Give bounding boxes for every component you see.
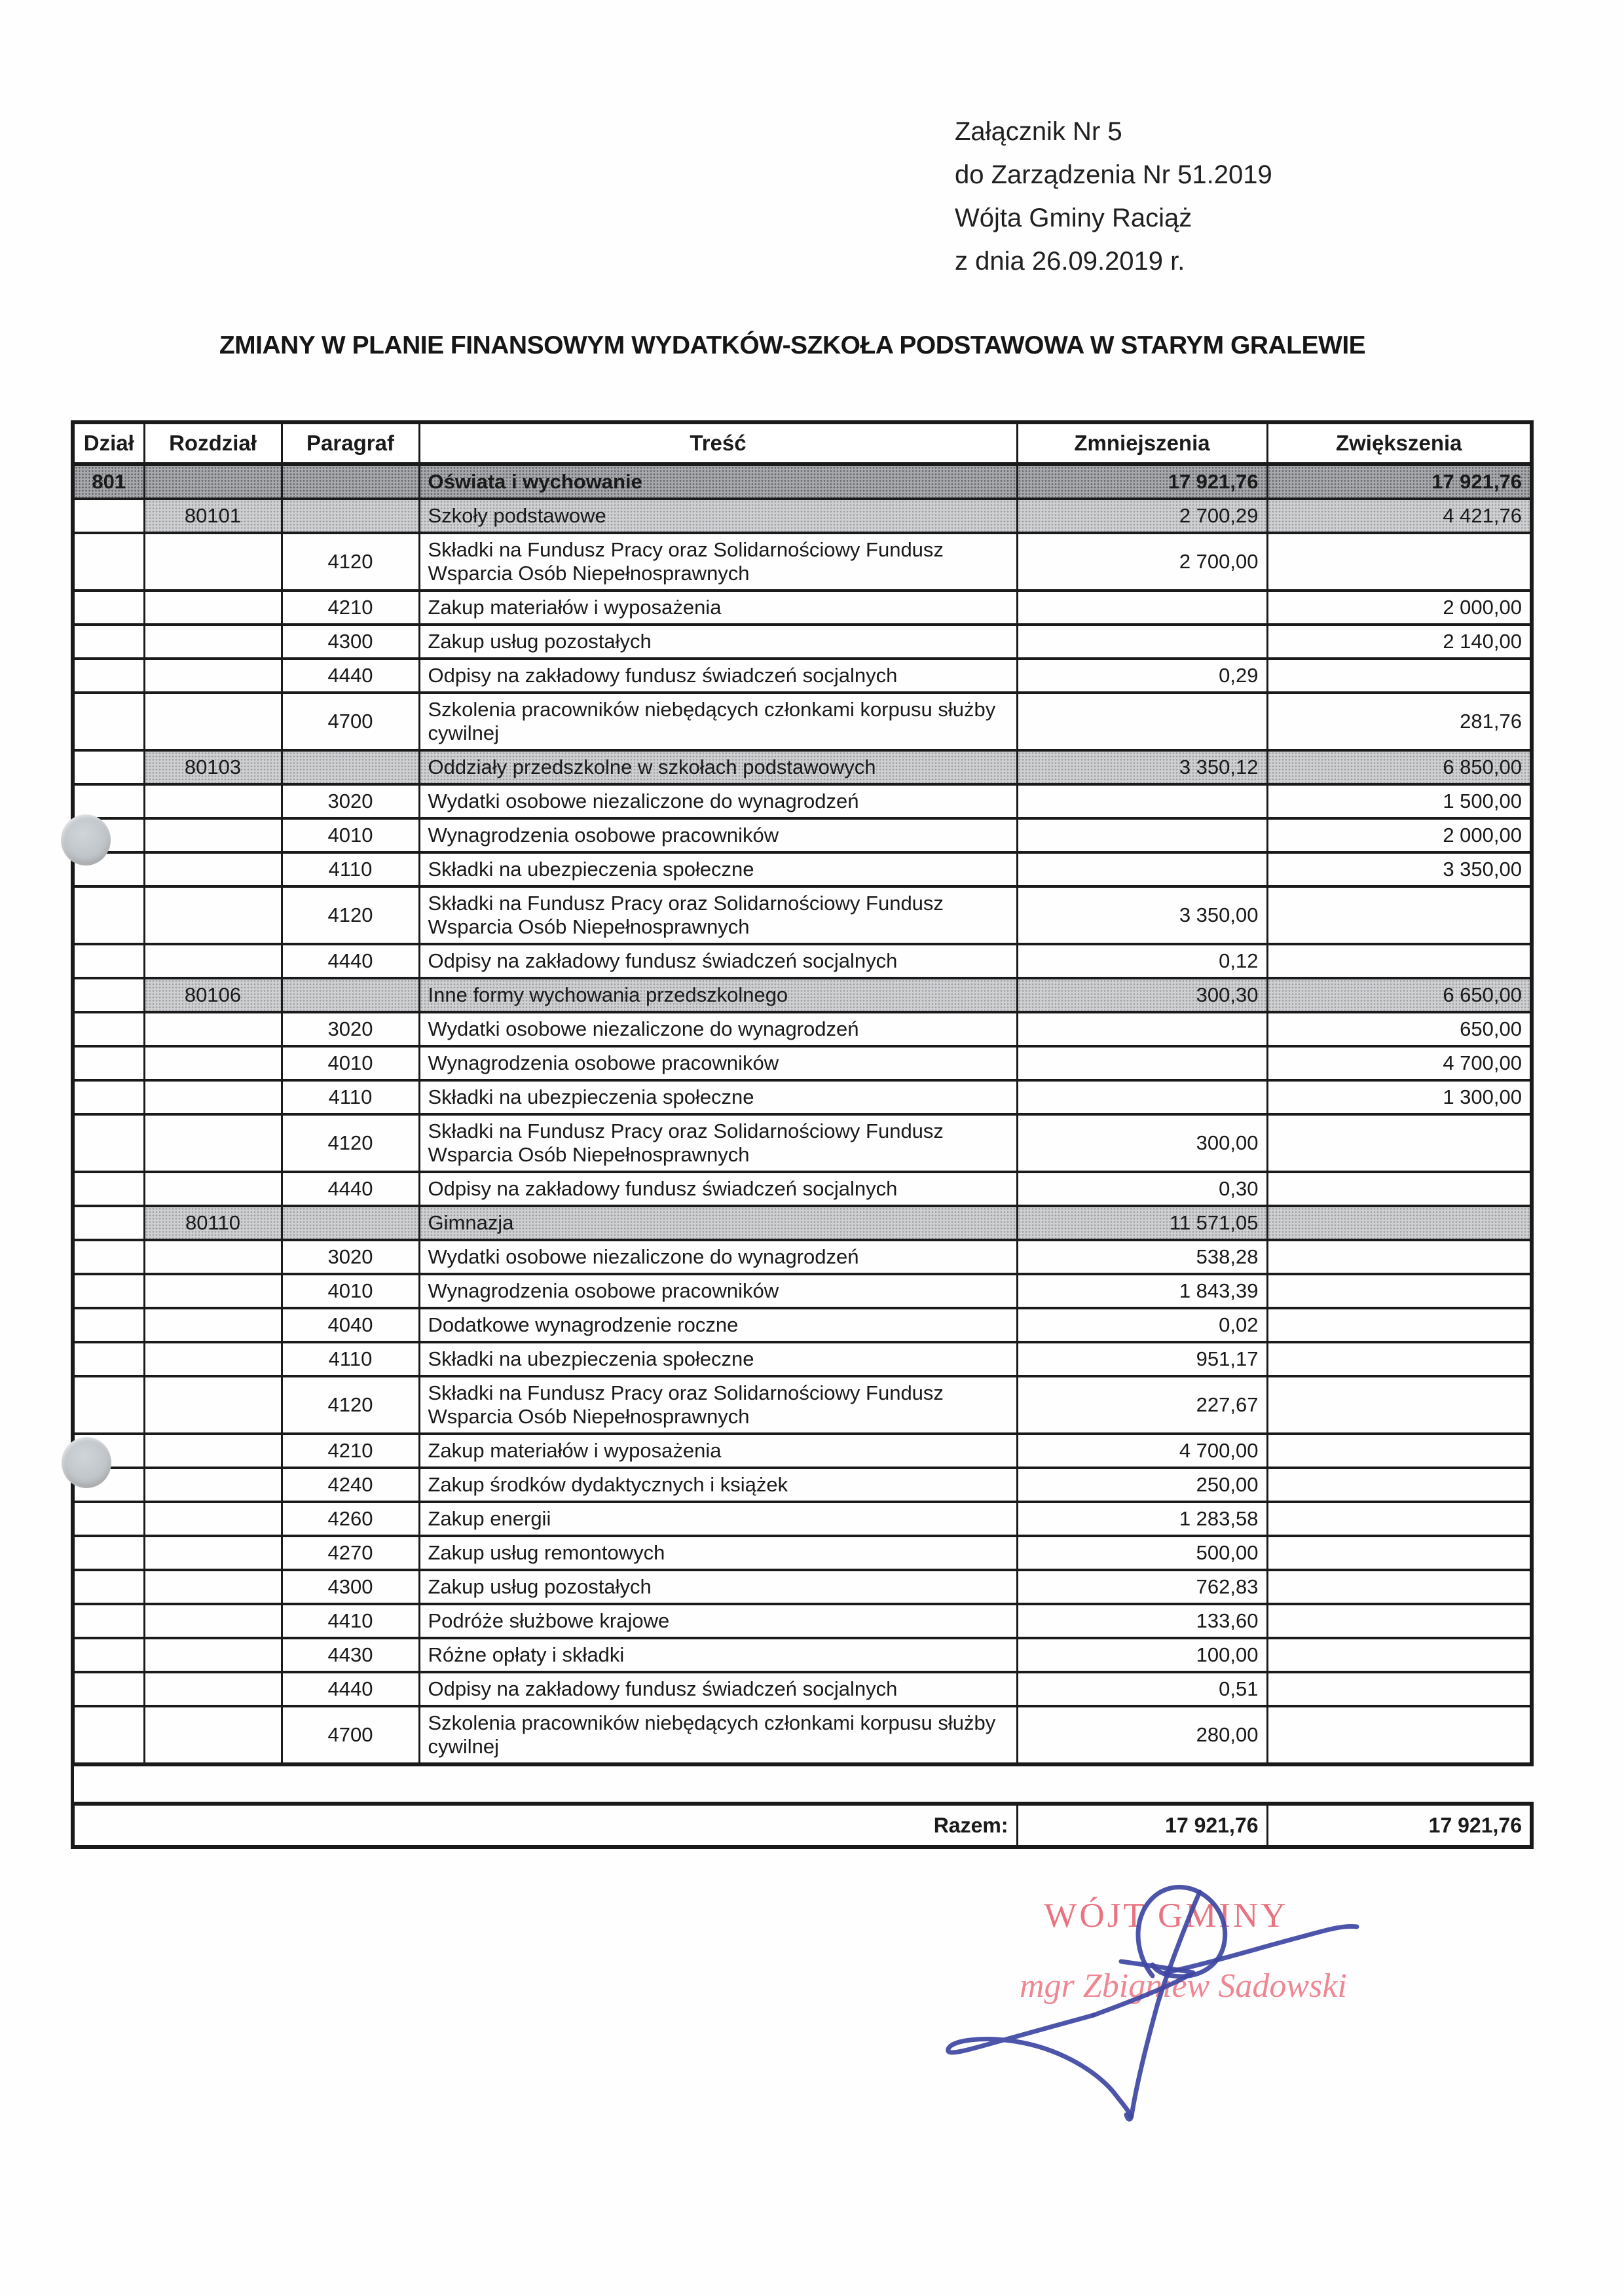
dzial-cell [73, 944, 144, 978]
table-row [73, 1536, 1532, 1570]
zwi-cell: 2 000,00 [1267, 591, 1532, 625]
table-row [73, 1274, 1532, 1308]
rozdzial-cell [144, 1638, 282, 1672]
tresc-cell: Składki na Fundusz Pracy oraz Solidarnościowy Fundusz Wsparcia Osób Niepełnosprawnych [419, 886, 1017, 944]
dzial-cell [73, 1604, 144, 1638]
zwi-cell [1267, 1672, 1532, 1706]
table-row [73, 1434, 1532, 1468]
zwi-cell [1267, 1502, 1532, 1536]
zmn-cell [1017, 1046, 1267, 1080]
zmn-cell: 227,67 [1017, 1376, 1267, 1434]
tresc-cell: Zakup materiałów i wyposażenia [419, 1434, 1017, 1468]
zmn-cell: 280,00 [1017, 1706, 1267, 1764]
paragraf-cell: 4260 [282, 1502, 419, 1536]
zwi-cell [1267, 1638, 1532, 1672]
paragraf-cell: 4440 [282, 1172, 419, 1206]
paragraf-cell: 4240 [282, 1468, 419, 1502]
zmn-cell [1017, 1012, 1267, 1046]
paragraf-cell: 4110 [282, 852, 419, 886]
zwi-cell: 17 921,76 [1267, 464, 1532, 499]
dzial-cell [73, 1672, 144, 1706]
paragraf-cell: 4120 [282, 1376, 419, 1434]
tresc-cell: Dodatkowe wynagrodzenie roczne [419, 1308, 1017, 1342]
zmn-cell: 538,28 [1017, 1240, 1267, 1274]
zmn-cell: 300,30 [1017, 978, 1267, 1012]
tresc-cell: Wynagrodzenia osobowe pracowników [419, 1274, 1017, 1308]
tresc-cell: Podróże służbowe krajowe [419, 1604, 1017, 1638]
rozdzial-cell [144, 1308, 282, 1342]
rozdzial-cell [144, 1274, 282, 1308]
paragraf-cell: 3020 [282, 1240, 419, 1274]
zmn-cell [1017, 784, 1267, 818]
tresc-cell: Składki na Fundusz Pracy oraz Solidarnościowy Fundusz Wsparcia Osób Niepełnosprawnych [419, 1114, 1017, 1172]
table-row [73, 944, 1532, 978]
tresc-cell: Składki na ubezpieczenia społeczne [419, 852, 1017, 886]
dzial-cell [73, 1046, 144, 1080]
zmn-cell: 133,60 [1017, 1604, 1267, 1638]
rozdzial-cell [144, 1114, 282, 1172]
hole-punch [62, 1437, 111, 1488]
zwi-cell [1267, 1706, 1532, 1764]
dzial-cell [73, 1638, 144, 1672]
zmn-cell: 100,00 [1017, 1638, 1267, 1672]
table-row [73, 1502, 1532, 1536]
zmn-cell: 300,00 [1017, 1114, 1267, 1172]
stamp-title: WÓJT GMINY [1044, 1897, 1289, 1935]
table-row [73, 1046, 1532, 1080]
zmn-cell: 0,12 [1017, 944, 1267, 978]
dzial-cell [73, 1308, 144, 1342]
rozdzial-cell [144, 1376, 282, 1434]
dzial-cell [73, 625, 144, 659]
dzial-cell [73, 1172, 144, 1206]
budget-table-zone [71, 420, 1530, 1849]
zwi-cell: 650,00 [1267, 1012, 1532, 1046]
table-row [73, 1114, 1532, 1172]
tresc-cell: Zakup środków dydaktycznych i książek [419, 1468, 1017, 1502]
totals-zwiekszenia: 17 921,76 [1267, 1804, 1532, 1847]
rozdzial-cell [144, 1468, 282, 1502]
zmn-cell: 0,29 [1017, 659, 1267, 693]
signature-stroke-tail [948, 2015, 1131, 2117]
zwi-cell: 1 500,00 [1267, 784, 1532, 818]
zmn-cell: 4 700,00 [1017, 1434, 1267, 1468]
tresc-cell: Zakup materiałów i wyposażenia [419, 591, 1017, 625]
paragraf-cell: 4210 [282, 591, 419, 625]
tresc-cell: Wynagrodzenia osobowe pracowników [419, 818, 1017, 852]
tresc-cell: Odpisy na zakładowy fundusz świadczeń socjalnych [419, 1172, 1017, 1206]
dzial-cell [73, 1114, 144, 1172]
column-header-paragraf: Paragraf [282, 422, 419, 464]
table-row [73, 818, 1532, 852]
zmn-cell [1017, 625, 1267, 659]
column-header-tresc: Treść [419, 422, 1017, 464]
paragraf-cell: 3020 [282, 1012, 419, 1046]
table-row [73, 1604, 1532, 1638]
rozdzial-cell [144, 1172, 282, 1206]
table-row [73, 1308, 1532, 1342]
zwi-cell [1267, 1172, 1532, 1206]
paragraf-cell: 4410 [282, 1604, 419, 1638]
rozdzial-cell [144, 1080, 282, 1114]
zmn-cell [1017, 818, 1267, 852]
zwi-cell [1267, 533, 1532, 591]
tresc-cell: Szkolenia pracowników niebędących członkami korpusu służby cywilnej [419, 1706, 1017, 1764]
paragraf-cell: 4120 [282, 886, 419, 944]
zmn-cell: 2 700,00 [1017, 533, 1267, 591]
table-row [73, 1206, 1532, 1240]
table-row [73, 464, 1532, 499]
rozdzial-cell [144, 1672, 282, 1706]
table-row [73, 1342, 1532, 1376]
zwi-cell [1267, 1434, 1532, 1468]
table-header-row [73, 422, 1532, 464]
zmn-cell: 0,51 [1017, 1672, 1267, 1706]
paragraf-cell: 4300 [282, 625, 419, 659]
zwi-cell: 2 140,00 [1267, 625, 1532, 659]
table-row [73, 1172, 1532, 1206]
attachment-header [955, 110, 1272, 283]
zmn-cell: 17 921,76 [1017, 464, 1267, 499]
attachment-header-line: do Zarządzenia Nr 51.2019 [955, 160, 1272, 189]
tresc-cell: Składki na Fundusz Pracy oraz Solidarnościowy Fundusz Wsparcia Osób Niepełnosprawnych [419, 1376, 1017, 1434]
rozdzial-cell [144, 1240, 282, 1274]
zwi-cell [1267, 1376, 1532, 1434]
tresc-cell: Zakup usług remontowych [419, 1536, 1017, 1570]
zmn-cell: 500,00 [1017, 1536, 1267, 1570]
zmn-cell: 0,02 [1017, 1308, 1267, 1342]
table-row [73, 625, 1532, 659]
zmn-cell: 1 283,58 [1017, 1502, 1267, 1536]
rozdzial-cell [144, 591, 282, 625]
tresc-cell: Szkolenia pracowników niebędących członkami korpusu służby cywilnej [419, 693, 1017, 750]
rozdzial-cell: 80101 [144, 499, 282, 533]
rozdzial-cell [144, 659, 282, 693]
attachment-header-line: Wójta Gminy Raciąż [955, 204, 1192, 232]
rozdzial-cell [144, 1342, 282, 1376]
budget-table-body [73, 464, 1532, 1764]
zmn-cell: 0,30 [1017, 1172, 1267, 1206]
table-row [73, 693, 1532, 750]
zwi-cell [1267, 1570, 1532, 1604]
tresc-cell: Odpisy na zakładowy fundusz świadczeń socjalnych [419, 944, 1017, 978]
rozdzial-cell [144, 1434, 282, 1468]
zmn-cell [1017, 591, 1267, 625]
table-row [73, 1570, 1532, 1604]
zwi-cell: 4 700,00 [1267, 1046, 1532, 1080]
paragraf-cell: 4300 [282, 1570, 419, 1604]
zmn-cell [1017, 1080, 1267, 1114]
paragraf-cell: 4440 [282, 944, 419, 978]
tresc-cell: Zakup usług pozostałych [419, 1570, 1017, 1604]
rozdzial-cell [144, 1012, 282, 1046]
column-header-zwiekszenia: Zwiększenia [1267, 422, 1532, 464]
rozdzial-cell [144, 625, 282, 659]
totals-zmniejszenia: 17 921,76 [1017, 1804, 1267, 1847]
zmn-cell: 762,83 [1017, 1570, 1267, 1604]
zwi-cell [1267, 1604, 1532, 1638]
table-row [73, 784, 1532, 818]
zwi-cell [1267, 1206, 1532, 1240]
table-row [73, 1672, 1532, 1706]
tresc-cell: Odpisy na zakładowy fundusz świadczeń socjalnych [419, 1672, 1017, 1706]
table-row [73, 1012, 1532, 1046]
paragraf-cell: 4430 [282, 1638, 419, 1672]
dzial-cell [73, 1570, 144, 1604]
column-header-rozdzial: Rozdział [144, 422, 282, 464]
zwi-cell [1267, 1308, 1532, 1342]
zwi-cell: 3 350,00 [1267, 852, 1532, 886]
table-row [73, 978, 1532, 1012]
zmn-cell: 3 350,00 [1017, 886, 1267, 944]
dzial-cell [73, 1706, 144, 1764]
table-row [73, 1468, 1532, 1502]
rozdzial-cell [144, 533, 282, 591]
dzial-cell [73, 1012, 144, 1046]
paragraf-cell: 4110 [282, 1342, 419, 1376]
zwi-cell: 1 300,00 [1267, 1080, 1532, 1114]
dzial-cell [73, 499, 144, 533]
paragraf-cell: 4010 [282, 1274, 419, 1308]
table-row [73, 1706, 1532, 1764]
totals-row [73, 1804, 1532, 1847]
dzial-cell [73, 659, 144, 693]
tresc-cell: Wydatki osobowe niezaliczone do wynagrodzeń [419, 784, 1017, 818]
attachment-header-line: Załącznik Nr 5 [955, 117, 1122, 146]
rozdzial-cell [144, 784, 282, 818]
rozdzial-cell [144, 1046, 282, 1080]
paragraf-cell: 4120 [282, 1114, 419, 1172]
table-row [73, 591, 1532, 625]
table-row [73, 533, 1532, 591]
tresc-cell: Różne opłaty i składki [419, 1638, 1017, 1672]
rozdzial-cell: 80110 [144, 1206, 282, 1240]
stamp-name: mgr Zbigniew Sadowski [1020, 1967, 1347, 2005]
attachment-header-line: z dnia 26.09.2019 r. [955, 247, 1185, 276]
table-row [73, 659, 1532, 693]
totals-table [71, 1802, 1534, 1849]
paragraf-cell: 4440 [282, 659, 419, 693]
table-row [73, 1240, 1532, 1274]
rozdzial-cell [144, 944, 282, 978]
paragraf-cell: 4210 [282, 1434, 419, 1468]
tresc-cell: Inne formy wychowania przedszkolnego [419, 978, 1017, 1012]
zwi-cell: 6 850,00 [1267, 750, 1532, 784]
paragraf-cell [282, 978, 419, 1012]
tresc-cell: Gimnazja [419, 1206, 1017, 1240]
dzial-cell [73, 1376, 144, 1434]
signature-ink [917, 1872, 1428, 2147]
zwi-cell [1267, 1342, 1532, 1376]
table-row [73, 750, 1532, 784]
zwi-cell [1267, 1240, 1532, 1274]
zmn-cell: 1 843,39 [1017, 1274, 1267, 1308]
zmn-cell: 2 700,29 [1017, 499, 1267, 533]
paragraf-cell: 4040 [282, 1308, 419, 1342]
paragraf-cell: 4110 [282, 1080, 419, 1114]
zwi-cell [1267, 1274, 1532, 1308]
dzial-cell [73, 978, 144, 1012]
paragraf-cell: 4270 [282, 1536, 419, 1570]
tresc-cell: Oświata i wychowanie [419, 464, 1017, 499]
table-row [73, 886, 1532, 944]
dzial-cell [73, 750, 144, 784]
signature-stroke-zigzag [1094, 1961, 1193, 2015]
rozdzial-cell [144, 693, 282, 750]
zmn-cell [1017, 852, 1267, 886]
rozdzial-cell [144, 1570, 282, 1604]
rozdzial-cell [144, 1502, 282, 1536]
zwi-cell [1267, 659, 1532, 693]
dzial-cell: 801 [73, 464, 144, 499]
rozdzial-cell [144, 818, 282, 852]
page-title: ZMIANY W PLANIE FINANSOWYM WYDATKÓW-SZKOŁA PODSTAWOWA W STARYM GRALEWIE [219, 331, 1366, 359]
zwi-cell: 4 421,76 [1267, 499, 1532, 533]
table-row [73, 1080, 1532, 1114]
zwi-cell [1267, 1114, 1532, 1172]
tresc-cell: Odpisy na zakładowy fundusz świadczeń socjalnych [419, 659, 1017, 693]
zwi-cell [1267, 1468, 1532, 1502]
dzial-cell [73, 1240, 144, 1274]
zmn-cell: 951,17 [1017, 1342, 1267, 1376]
rozdzial-cell: 80103 [144, 750, 282, 784]
hole-punch [61, 814, 111, 866]
dzial-cell [73, 1274, 144, 1308]
paragraf-cell: 4440 [282, 1672, 419, 1706]
rozdzial-cell [144, 464, 282, 499]
rozdzial-cell [144, 886, 282, 944]
paragraf-cell: 3020 [282, 784, 419, 818]
dzial-cell [73, 784, 144, 818]
zmn-cell: 11 571,05 [1017, 1206, 1267, 1240]
dzial-cell [73, 1502, 144, 1536]
dzial-cell [73, 1206, 144, 1240]
dzial-cell [73, 693, 144, 750]
column-header-zmniejszenia: Zmniejszenia [1017, 422, 1267, 464]
rozdzial-cell [144, 1604, 282, 1638]
rozdzial-cell [144, 852, 282, 886]
totals-label: Razem: [73, 1804, 1017, 1847]
tresc-cell: Składki na ubezpieczenia społeczne [419, 1080, 1017, 1114]
table-row [73, 852, 1532, 886]
paragraf-cell [282, 499, 419, 533]
rozdzial-cell: 80106 [144, 978, 282, 1012]
rozdzial-cell [144, 1706, 282, 1764]
dzial-cell [73, 591, 144, 625]
table-row [73, 499, 1532, 533]
table-left-border-connector [71, 1766, 77, 1802]
zwi-cell: 281,76 [1267, 693, 1532, 750]
table-row [73, 1638, 1532, 1672]
paragraf-cell: 4700 [282, 693, 419, 750]
zmn-cell: 250,00 [1017, 1468, 1267, 1502]
tresc-cell: Składki na ubezpieczenia społeczne [419, 1342, 1017, 1376]
column-header-dzial: Dział [73, 422, 144, 464]
tresc-cell: Wydatki osobowe niezaliczone do wynagrodzeń [419, 1012, 1017, 1046]
tresc-cell: Składki na Fundusz Pracy oraz Solidarnościowy Fundusz Wsparcia Osób Niepełnosprawnych [419, 533, 1017, 591]
tresc-cell: Szkoły podstawowe [419, 499, 1017, 533]
zmn-cell [1017, 693, 1267, 750]
dzial-cell [73, 1342, 144, 1376]
signature-stroke-flourish [1166, 1926, 1357, 1973]
tresc-cell: Zakup usług pozostałych [419, 625, 1017, 659]
paragraf-cell: 4010 [282, 1046, 419, 1080]
zmn-cell: 3 350,12 [1017, 750, 1267, 784]
paragraf-cell: 4700 [282, 1706, 419, 1764]
tresc-cell: Wynagrodzenia osobowe pracowników [419, 1046, 1017, 1080]
dzial-cell [73, 1080, 144, 1114]
budget-table [71, 420, 1534, 1766]
zwi-cell [1267, 944, 1532, 978]
rozdzial-cell [144, 1536, 282, 1570]
zwi-cell: 2 000,00 [1267, 818, 1532, 852]
paragraf-cell: 4120 [282, 533, 419, 591]
dzial-cell [73, 1536, 144, 1570]
zwi-cell [1267, 1536, 1532, 1570]
tresc-cell: Oddziały przedszkolne w szkołach podstawowych [419, 750, 1017, 784]
paragraf-cell: 4010 [282, 818, 419, 852]
paragraf-cell [282, 750, 419, 784]
dzial-cell [73, 886, 144, 944]
zwi-cell: 6 650,00 [1267, 978, 1532, 1012]
tresc-cell: Zakup energii [419, 1502, 1017, 1536]
zwi-cell [1267, 886, 1532, 944]
dzial-cell [73, 533, 144, 591]
table-row [73, 1376, 1532, 1434]
paragraf-cell [282, 1206, 419, 1240]
tresc-cell: Wydatki osobowe niezaliczone do wynagrodzeń [419, 1240, 1017, 1274]
paragraf-cell [282, 464, 419, 499]
